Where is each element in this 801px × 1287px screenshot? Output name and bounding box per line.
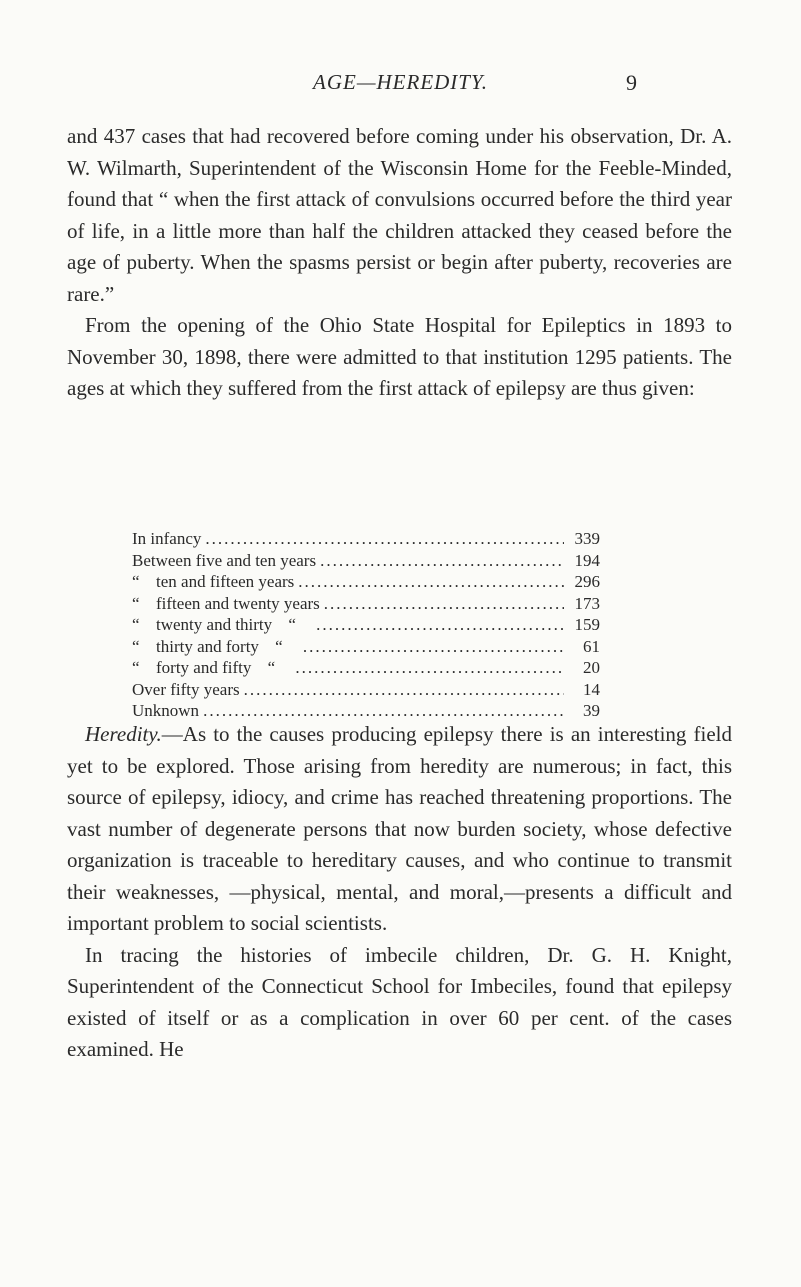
age-label (132, 614, 312, 636)
age-text: Over fifty years (132, 679, 240, 699)
ditto-mark-mid: “ (288, 615, 296, 634)
age-label (132, 679, 240, 701)
ditto-mark: “ (132, 572, 140, 591)
page-number: 9 (626, 70, 637, 95)
ditto-mark: “ (132, 658, 140, 677)
ditto-mark: “ (132, 615, 140, 634)
leader-dots (244, 679, 564, 701)
ditto-mark: “ (132, 636, 140, 656)
age-row (132, 571, 600, 593)
age-text: In infancy (132, 529, 202, 548)
age-label (132, 571, 294, 593)
leader-dots (316, 614, 564, 636)
leader-dots (324, 593, 564, 615)
age-text: twenty and thirty (156, 615, 273, 634)
heredity-paragraph-text: —As to the causes producing epilepsy there is an interesting field yet to be explored. Those arising from heredity are numerous; in fact, this source of epilepsy, idiocy, and crime has reached threatening proportions. The vast number of degenerate persons that now burden society, whose defective organization is traceable to hereditary causes, and who continue to transmit their weaknesses, —physical, mental, and moral,—presents a difficult and important problem to social scientists. (67, 722, 732, 935)
age-text: forty and fifty (156, 658, 252, 677)
age-text: fifteen and twenty years (156, 593, 320, 613)
age-label (132, 550, 316, 572)
running-head (0, 70, 801, 100)
age-count: 173 (574, 593, 600, 613)
age-label (132, 528, 201, 550)
leader-dots (320, 550, 564, 572)
age-count: 20 (583, 658, 600, 677)
age-text: thirty and forty (156, 636, 259, 656)
running-title: AGE—HEREDITY. (313, 70, 488, 94)
age-count: 61 (583, 636, 600, 656)
age-label (132, 593, 320, 615)
age-count: 159 (574, 615, 600, 634)
paragraph-heredity (67, 719, 732, 940)
age-row (132, 550, 600, 572)
age-text: Between five and ten years (132, 550, 317, 570)
age-row (132, 636, 600, 658)
age-count: 14 (583, 679, 600, 699)
age-table (132, 528, 600, 722)
age-text: ten and fifteen years (156, 572, 295, 591)
age-row (132, 614, 600, 636)
age-label (132, 657, 291, 679)
ditto-mark: “ (132, 593, 140, 613)
leader-dots (295, 657, 564, 679)
paragraph-wilmarth-quote: and 437 cases that had recovered before coming under his observation, Dr. A. W. Wilmarth, Superintendent of the Wisconsin Home for the Feeble-Minded, found that “ when the first attack of convulsions occurred before the third year of life, in a little more than half the children attacked they ceased before the age of puberty. When the spasms persist or begin after puberty, recoveries are rare.” (67, 124, 732, 306)
paragraph-knight: In tracing the histories of imbecile children, Dr. G. H. Knight, Superintendent of the Connecticut School for Imbeciles, found that epilepsy existed of itself or as a complication in over 60 per cent. of the cases examined. He (67, 942, 732, 1061)
section-heading-heredity: Heredity. (85, 722, 162, 746)
top-text-block (67, 121, 732, 405)
age-count: 339 (574, 529, 600, 548)
age-label (132, 636, 299, 658)
age-text: Unknown (132, 701, 200, 720)
ditto-mark-mid: “ (267, 658, 276, 677)
age-row (132, 528, 600, 550)
age-row (132, 679, 600, 701)
leader-dots (205, 528, 564, 550)
age-count: 194 (574, 550, 600, 570)
ditto-mark-mid: “ (275, 636, 283, 656)
age-count: 296 (574, 572, 600, 591)
age-row (132, 593, 600, 615)
leader-dots (298, 571, 564, 593)
age-row (132, 657, 600, 679)
age-count: 39 (583, 701, 600, 720)
paragraph-ohio-hospital: From the opening of the Ohio State Hospital for Epileptics in 1893 to November 30, 1898, there were admitted to that institution 1295 patients. The ages at which they suffered from the first attack of epilepsy are thus given: (67, 313, 732, 400)
heredity-text-block (67, 719, 732, 1066)
leader-dots (303, 636, 564, 658)
